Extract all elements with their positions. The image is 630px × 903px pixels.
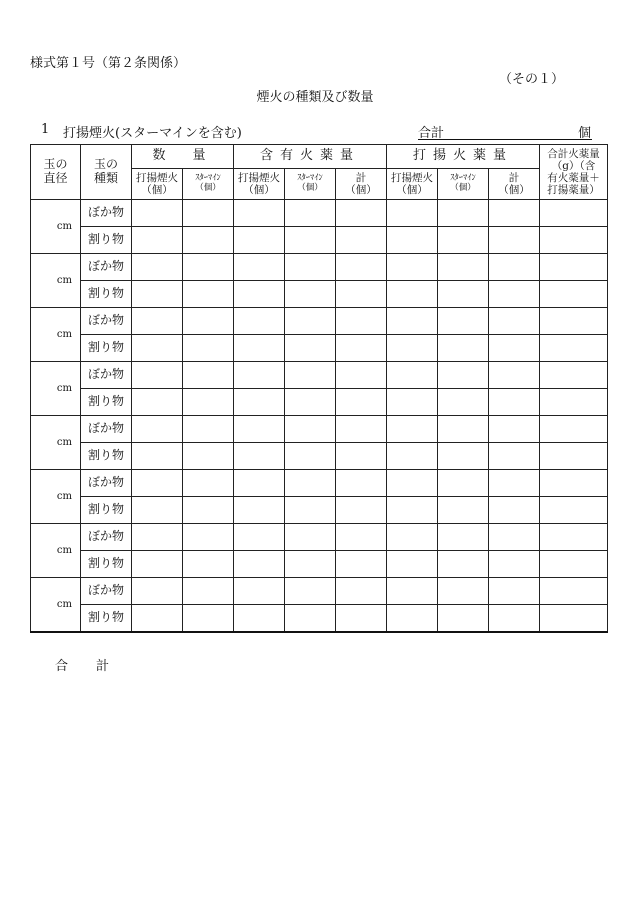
kind-label: 割り物 [81, 497, 132, 524]
entry-cell[interactable] [336, 227, 387, 254]
kind-label: 割り物 [81, 281, 132, 308]
entry-cell[interactable] [285, 200, 336, 227]
entry-cell[interactable] [387, 443, 438, 470]
table-row [31, 443, 608, 470]
table-row [31, 281, 608, 308]
diameter-unit: cm [31, 200, 81, 254]
entry-cell[interactable] [387, 362, 438, 389]
table-row [31, 200, 608, 227]
entry-cell[interactable] [132, 551, 183, 578]
table-row [31, 362, 608, 389]
entry-cell[interactable] [336, 416, 387, 443]
entry-cell[interactable] [438, 470, 489, 497]
subheader-2: 打揚煙火 （個） [234, 169, 285, 200]
kind-label: ぼか物 [81, 254, 132, 281]
table-row [31, 497, 608, 524]
entry-cell[interactable] [438, 227, 489, 254]
entry-cell[interactable] [540, 551, 608, 578]
table-row [31, 605, 608, 632]
subheader-4: 計 （個） [336, 169, 387, 200]
entry-cell[interactable] [234, 443, 285, 470]
kind-label: ぼか物 [81, 470, 132, 497]
entry-cell[interactable] [183, 389, 234, 416]
entry-cell[interactable] [285, 443, 336, 470]
entry-cell[interactable] [540, 578, 608, 605]
entry-cell[interactable] [489, 389, 540, 416]
entry-cell[interactable] [132, 200, 183, 227]
kind-label: 割り物 [81, 551, 132, 578]
kind-label: ぼか物 [81, 200, 132, 227]
entry-cell[interactable] [489, 200, 540, 227]
entry-cell[interactable] [489, 497, 540, 524]
entry-cell[interactable] [387, 308, 438, 335]
header-diameter: 玉の 直径 [31, 145, 81, 200]
entry-cell[interactable] [183, 308, 234, 335]
entry-cell[interactable] [336, 335, 387, 362]
entry-cell[interactable] [183, 497, 234, 524]
kind-label: ぼか物 [81, 416, 132, 443]
entry-cell[interactable] [489, 416, 540, 443]
entry-cell[interactable] [285, 389, 336, 416]
entry-cell[interactable] [285, 605, 336, 632]
entry-cell[interactable] [438, 524, 489, 551]
kind-label: ぼか物 [81, 308, 132, 335]
kind-label: 割り物 [81, 335, 132, 362]
entry-cell[interactable] [183, 227, 234, 254]
entry-cell[interactable] [387, 227, 438, 254]
entry-cell[interactable] [438, 362, 489, 389]
entry-cell[interactable] [387, 200, 438, 227]
subheader-5: 打揚煙火 （個） [387, 169, 438, 200]
entry-cell[interactable] [438, 281, 489, 308]
entry-cell[interactable] [438, 335, 489, 362]
entry-cell[interactable] [540, 416, 608, 443]
entry-cell[interactable] [540, 524, 608, 551]
entry-cell[interactable] [234, 254, 285, 281]
entry-cell[interactable] [540, 605, 608, 632]
entry-cell[interactable] [285, 308, 336, 335]
table-row [31, 389, 608, 416]
entry-cell[interactable] [336, 524, 387, 551]
entry-cell[interactable] [387, 470, 438, 497]
page-label: （その１） [499, 72, 565, 87]
entry-cell[interactable] [132, 281, 183, 308]
entry-cell[interactable] [183, 362, 234, 389]
entry-cell[interactable] [438, 416, 489, 443]
entry-cell[interactable] [132, 497, 183, 524]
diameter-unit: cm [31, 470, 81, 524]
table-row [31, 470, 608, 497]
entry-cell[interactable] [336, 443, 387, 470]
entry-cell[interactable] [132, 605, 183, 632]
entry-cell[interactable] [132, 335, 183, 362]
entry-cell[interactable] [285, 254, 336, 281]
entry-cell[interactable] [234, 416, 285, 443]
entry-cell[interactable] [489, 578, 540, 605]
entry-cell[interactable] [285, 362, 336, 389]
entry-cell[interactable] [285, 524, 336, 551]
diameter-unit: cm [31, 416, 81, 470]
entry-cell[interactable] [234, 578, 285, 605]
entry-cell[interactable] [387, 524, 438, 551]
section-number: 1 [41, 122, 50, 137]
form-number: 様式第１号（第２条関係） [30, 56, 187, 71]
entry-cell[interactable] [336, 389, 387, 416]
kind-label: ぼか物 [81, 578, 132, 605]
entry-cell[interactable] [387, 497, 438, 524]
entry-cell[interactable] [489, 281, 540, 308]
entry-cell[interactable] [132, 416, 183, 443]
entry-cell[interactable] [438, 308, 489, 335]
entry-cell[interactable] [438, 551, 489, 578]
entry-cell[interactable] [285, 497, 336, 524]
entry-cell[interactable] [489, 254, 540, 281]
entry-cell[interactable] [540, 308, 608, 335]
entry-cell[interactable] [540, 254, 608, 281]
entry-cell[interactable] [183, 470, 234, 497]
kind-label: 割り物 [81, 389, 132, 416]
entry-cell[interactable] [183, 443, 234, 470]
entry-cell[interactable] [183, 524, 234, 551]
entry-cell[interactable] [132, 254, 183, 281]
entry-cell[interactable] [285, 281, 336, 308]
entry-cell[interactable] [540, 281, 608, 308]
entry-cell[interactable] [132, 362, 183, 389]
entry-cell[interactable] [183, 254, 234, 281]
entry-cell[interactable] [540, 227, 608, 254]
entry-cell[interactable] [438, 578, 489, 605]
entry-cell[interactable] [540, 335, 608, 362]
diameter-unit: cm [31, 254, 81, 308]
table-row [31, 227, 608, 254]
entry-cell[interactable] [438, 254, 489, 281]
entry-cell[interactable] [489, 227, 540, 254]
header-kind: 玉の 種類 [81, 145, 132, 200]
kind-label: 割り物 [81, 227, 132, 254]
entry-cell[interactable] [489, 551, 540, 578]
diameter-unit: cm [31, 362, 81, 416]
entry-cell[interactable] [387, 578, 438, 605]
entry-cell[interactable] [387, 605, 438, 632]
entry-cell[interactable] [438, 200, 489, 227]
subheader-1: ｽﾀｰﾏｲﾝ （個） [183, 169, 234, 200]
entry-cell[interactable] [489, 308, 540, 335]
kind-label: ぼか物 [81, 362, 132, 389]
entry-cell[interactable] [336, 200, 387, 227]
entry-cell[interactable] [285, 578, 336, 605]
table-row [31, 416, 608, 443]
entry-cell[interactable] [285, 470, 336, 497]
entry-cell[interactable] [489, 605, 540, 632]
kind-label: 割り物 [81, 443, 132, 470]
entry-cell[interactable] [234, 524, 285, 551]
entry-cell[interactable] [234, 497, 285, 524]
grand-total-label: 合計 [55, 659, 138, 674]
header-total-powder: 合計火薬量 （g）（含 有火薬量＋ 打揚薬量） [540, 145, 608, 200]
entry-cell[interactable] [234, 281, 285, 308]
entry-cell[interactable] [234, 308, 285, 335]
entry-cell[interactable] [132, 389, 183, 416]
fireworks-table [30, 144, 608, 633]
entry-cell[interactable] [234, 362, 285, 389]
diameter-unit: cm [31, 524, 81, 578]
table-row [31, 578, 608, 605]
entry-cell[interactable] [285, 551, 336, 578]
entry-cell[interactable] [438, 497, 489, 524]
entry-cell[interactable] [132, 524, 183, 551]
entry-cell[interactable] [234, 389, 285, 416]
entry-cell[interactable] [489, 443, 540, 470]
entry-cell[interactable] [234, 470, 285, 497]
entry-cell[interactable] [234, 200, 285, 227]
entry-cell[interactable] [132, 578, 183, 605]
header-quantity: 数 量 [132, 145, 234, 169]
entry-cell[interactable] [336, 605, 387, 632]
document-title: 煙火の種類及び数量 [256, 90, 374, 105]
entry-cell[interactable] [183, 200, 234, 227]
entry-cell[interactable] [234, 335, 285, 362]
total-unit: 個 [578, 126, 592, 141]
table-row [31, 254, 608, 281]
entry-cell[interactable] [540, 443, 608, 470]
entry-cell[interactable] [336, 362, 387, 389]
entry-cell[interactable] [387, 551, 438, 578]
entry-cell[interactable] [132, 470, 183, 497]
table-row [31, 524, 608, 551]
entry-cell[interactable] [489, 524, 540, 551]
entry-cell[interactable] [132, 308, 183, 335]
entry-cell[interactable] [132, 227, 183, 254]
entry-cell[interactable] [132, 443, 183, 470]
entry-cell[interactable] [336, 254, 387, 281]
table-row [31, 308, 608, 335]
entry-cell[interactable] [540, 362, 608, 389]
entry-cell[interactable] [438, 605, 489, 632]
entry-cell[interactable] [183, 605, 234, 632]
entry-cell[interactable] [336, 578, 387, 605]
header-lift-powder: 打揚火薬量 [387, 145, 540, 169]
kind-label: 割り物 [81, 605, 132, 632]
entry-cell[interactable] [183, 335, 234, 362]
entry-cell[interactable] [489, 362, 540, 389]
entry-cell[interactable] [183, 281, 234, 308]
entry-cell[interactable] [183, 578, 234, 605]
entry-cell[interactable] [234, 551, 285, 578]
entry-cell[interactable] [183, 416, 234, 443]
entry-cell[interactable] [489, 335, 540, 362]
entry-cell[interactable] [387, 254, 438, 281]
entry-cell[interactable] [387, 335, 438, 362]
subheader-3: ｽﾀｰﾏｲﾝ （個） [285, 169, 336, 200]
entry-cell[interactable] [336, 497, 387, 524]
subheader-0: 打揚煙火 （個） [132, 169, 183, 200]
entry-cell[interactable] [387, 389, 438, 416]
subheader-6: ｽﾀｰﾏｲﾝ （個） [438, 169, 489, 200]
entry-cell[interactable] [234, 227, 285, 254]
kind-label: ぼか物 [81, 524, 132, 551]
entry-cell[interactable] [438, 443, 489, 470]
entry-cell[interactable] [285, 227, 336, 254]
section-title: 打揚煙火(スターマインを含む) [63, 126, 242, 141]
entry-cell[interactable] [234, 605, 285, 632]
diameter-unit: cm [31, 578, 81, 632]
entry-cell[interactable] [285, 335, 336, 362]
entry-cell[interactable] [540, 470, 608, 497]
entry-cell[interactable] [540, 497, 608, 524]
entry-cell[interactable] [489, 470, 540, 497]
entry-cell[interactable] [336, 551, 387, 578]
entry-cell[interactable] [540, 200, 608, 227]
entry-cell[interactable] [540, 389, 608, 416]
table-row [31, 551, 608, 578]
entry-cell[interactable] [438, 389, 489, 416]
total-underline [418, 139, 592, 140]
entry-cell[interactable] [183, 551, 234, 578]
total-label: 合計 [418, 126, 445, 141]
table-row [31, 335, 608, 362]
entry-cell[interactable] [387, 281, 438, 308]
entry-cell[interactable] [336, 470, 387, 497]
entry-cell[interactable] [336, 308, 387, 335]
subheader-7: 計 （個） [489, 169, 540, 200]
entry-cell[interactable] [387, 416, 438, 443]
entry-cell[interactable] [285, 416, 336, 443]
header-contained-powder: 含有火薬量 [234, 145, 387, 169]
diameter-unit: cm [31, 308, 81, 362]
entry-cell[interactable] [336, 281, 387, 308]
